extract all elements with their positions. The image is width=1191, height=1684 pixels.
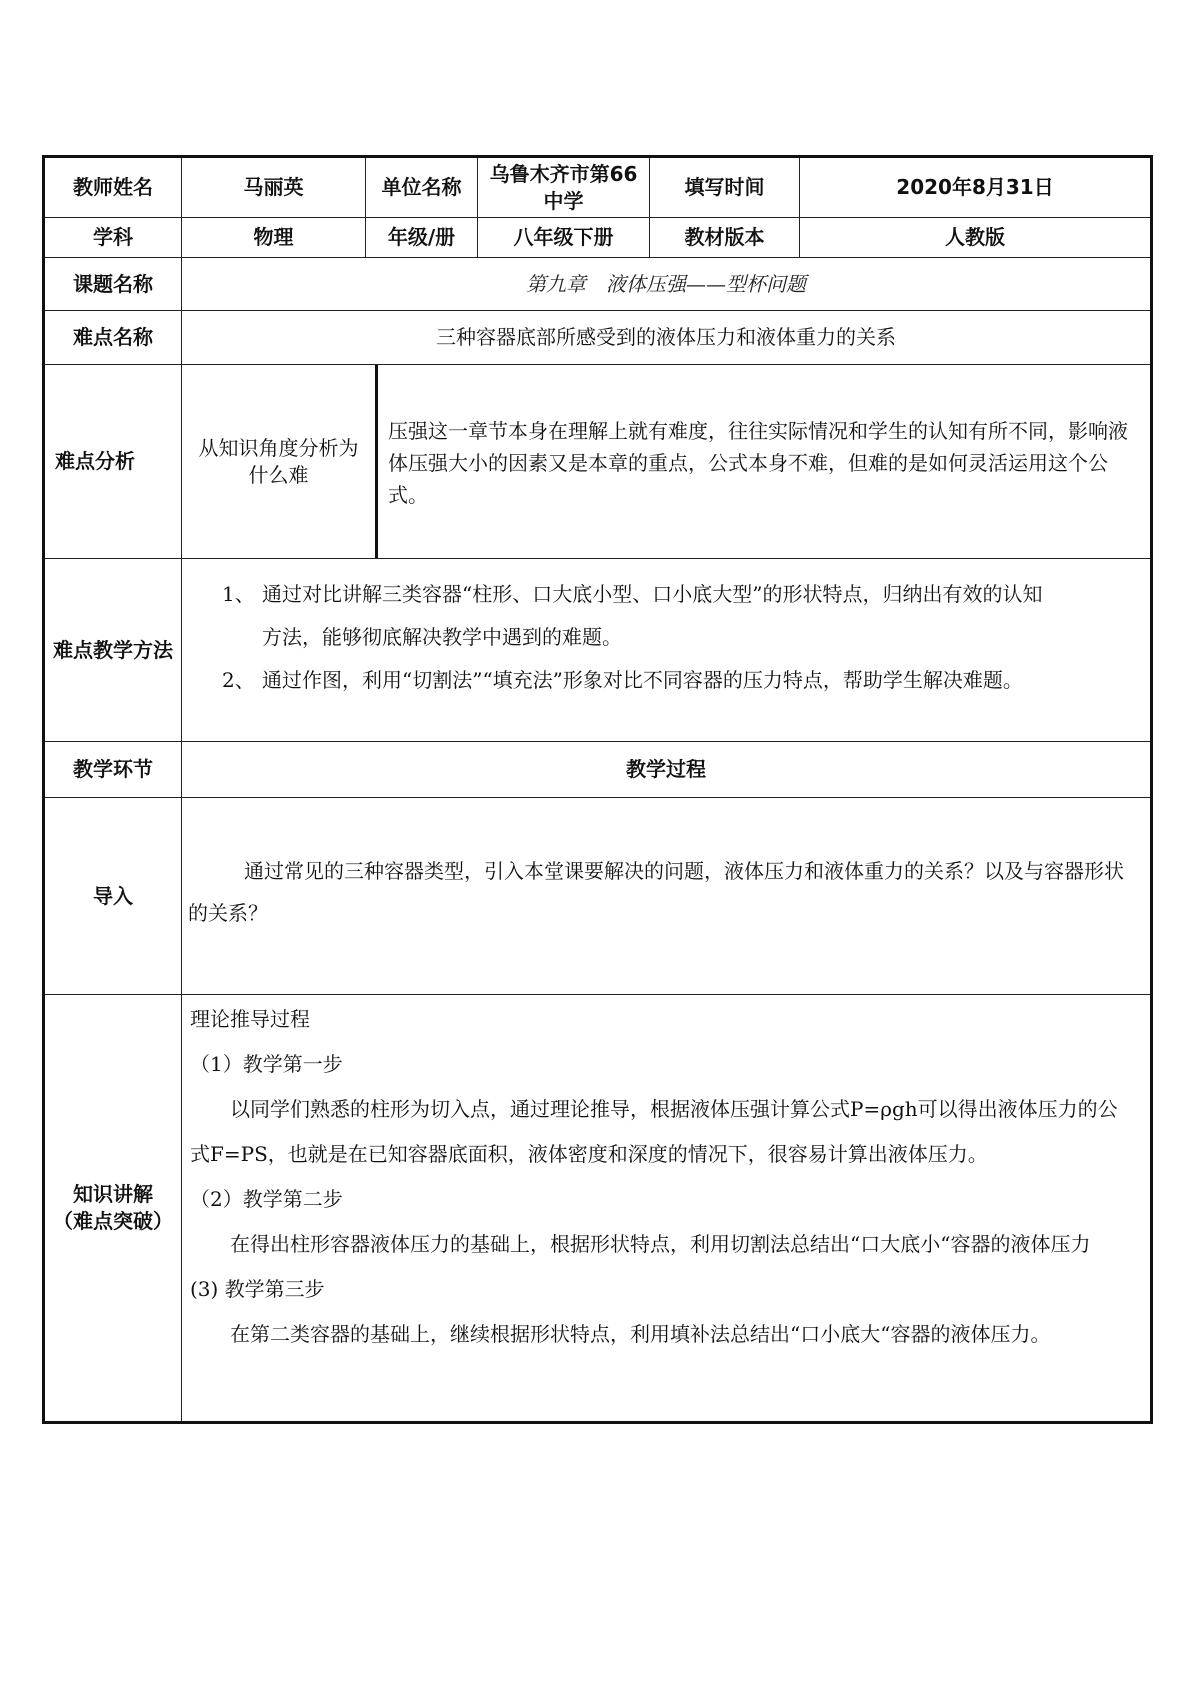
knowledge-label-line2: （难点突破）: [53, 1209, 173, 1233]
method-item-line: 通过作图，利用“切割法”“填充法”形象对比不同容器的压力特点，帮助学生解决难题。: [262, 668, 1023, 692]
method-item-line: 通过对比讲解三类容器“柱形、口大底小型、口小底大型”的形状特点，归纳出有效的认知: [262, 582, 1043, 606]
step1-title: （1）教学第一步: [190, 1052, 343, 1076]
topic-value: 第九章 液体压强——型杯问题: [182, 258, 1152, 311]
method-cell: [182, 559, 1152, 742]
process-title: 教学过程: [182, 742, 1152, 798]
step2-text: 在得出柱形容器液体压力的基础上，根据形状特点，利用切割法总结出“口大底小“容器的液体压力: [230, 1232, 1091, 1256]
step2-title: （2）教学第二步: [190, 1187, 343, 1211]
analysis-sub-label: 从知识角度分析为什么难: [182, 365, 378, 558]
analysis-text: 压强这一章节本身在理解上就有难度，往往实际情况和学生的认知有所不同，影响液体压强大小的因素又是本章的重点，公式本身不难，但难的是如何灵活运用这个公式。: [388, 419, 1128, 507]
method-label: 难点教学方法: [44, 559, 182, 742]
subject-value: 物理: [182, 218, 366, 258]
analysis-cell: [182, 365, 1152, 559]
fill-time-label: 填写时间: [650, 157, 800, 218]
method-list: [182, 573, 1150, 702]
unit-name-label: 单位名称: [366, 157, 478, 218]
teacher-name-label: 教师姓名: [44, 157, 182, 218]
teacher-name-value: 马丽英: [182, 157, 366, 218]
method-item-line-cont: 方法，能够彻底解决教学中遇到的难题。: [262, 625, 622, 649]
intro-text: 通过常见的三种容器类型，引入本堂课要解决的问题，液体压力和液体重力的关系？以及与容器形状的关系？: [188, 859, 1124, 925]
edition-value: 人教版: [800, 218, 1152, 258]
difficulty-label: 难点名称: [44, 311, 182, 365]
knowledge-heading: 理论推导过程: [190, 1007, 310, 1031]
method-item-num: 1、: [222, 582, 255, 606]
method-item-num: 2、: [222, 668, 255, 692]
intro-cell: [182, 798, 1152, 995]
intro-label: 导入: [44, 798, 182, 995]
grade-value: 八年级下册: [478, 218, 650, 258]
fill-time-value: 2020年8月31日: [800, 157, 1152, 218]
knowledge-label: [44, 995, 182, 1423]
knowledge-label-line1: 知识讲解: [73, 1182, 153, 1206]
method-item: [222, 659, 1140, 702]
process-label: 教学环节: [44, 742, 182, 798]
lesson-plan-table: [42, 155, 1153, 1424]
edition-label: 教材版本: [650, 218, 800, 258]
analysis-label: 难点分析: [44, 365, 182, 559]
step1-text: 以同学们熟悉的柱形为切入点，通过理论推导，根据液体压强计算公式P=ρgh可以得出液体压力的公式F=PS，也就是在已知容器底面积，液体密度和深度的情况下，很容易计算出液体压力。: [190, 1097, 1118, 1166]
step3-title: (3) 教学第三步: [190, 1277, 325, 1301]
subject-label: 学科: [44, 218, 182, 258]
method-item: [222, 573, 1140, 659]
difficulty-value: 三种容器底部所感受到的液体压力和液体重力的关系: [182, 311, 1152, 365]
unit-name-value: 乌鲁木齐市第66中学: [478, 157, 650, 218]
grade-label: 年级/册: [366, 218, 478, 258]
topic-label: 课题名称: [44, 258, 182, 311]
knowledge-cell: [182, 995, 1152, 1423]
step3-text: 在第二类容器的基础上，继续根据形状特点，利用填补法总结出“口小底大“容器的液体压力。: [230, 1322, 1051, 1346]
